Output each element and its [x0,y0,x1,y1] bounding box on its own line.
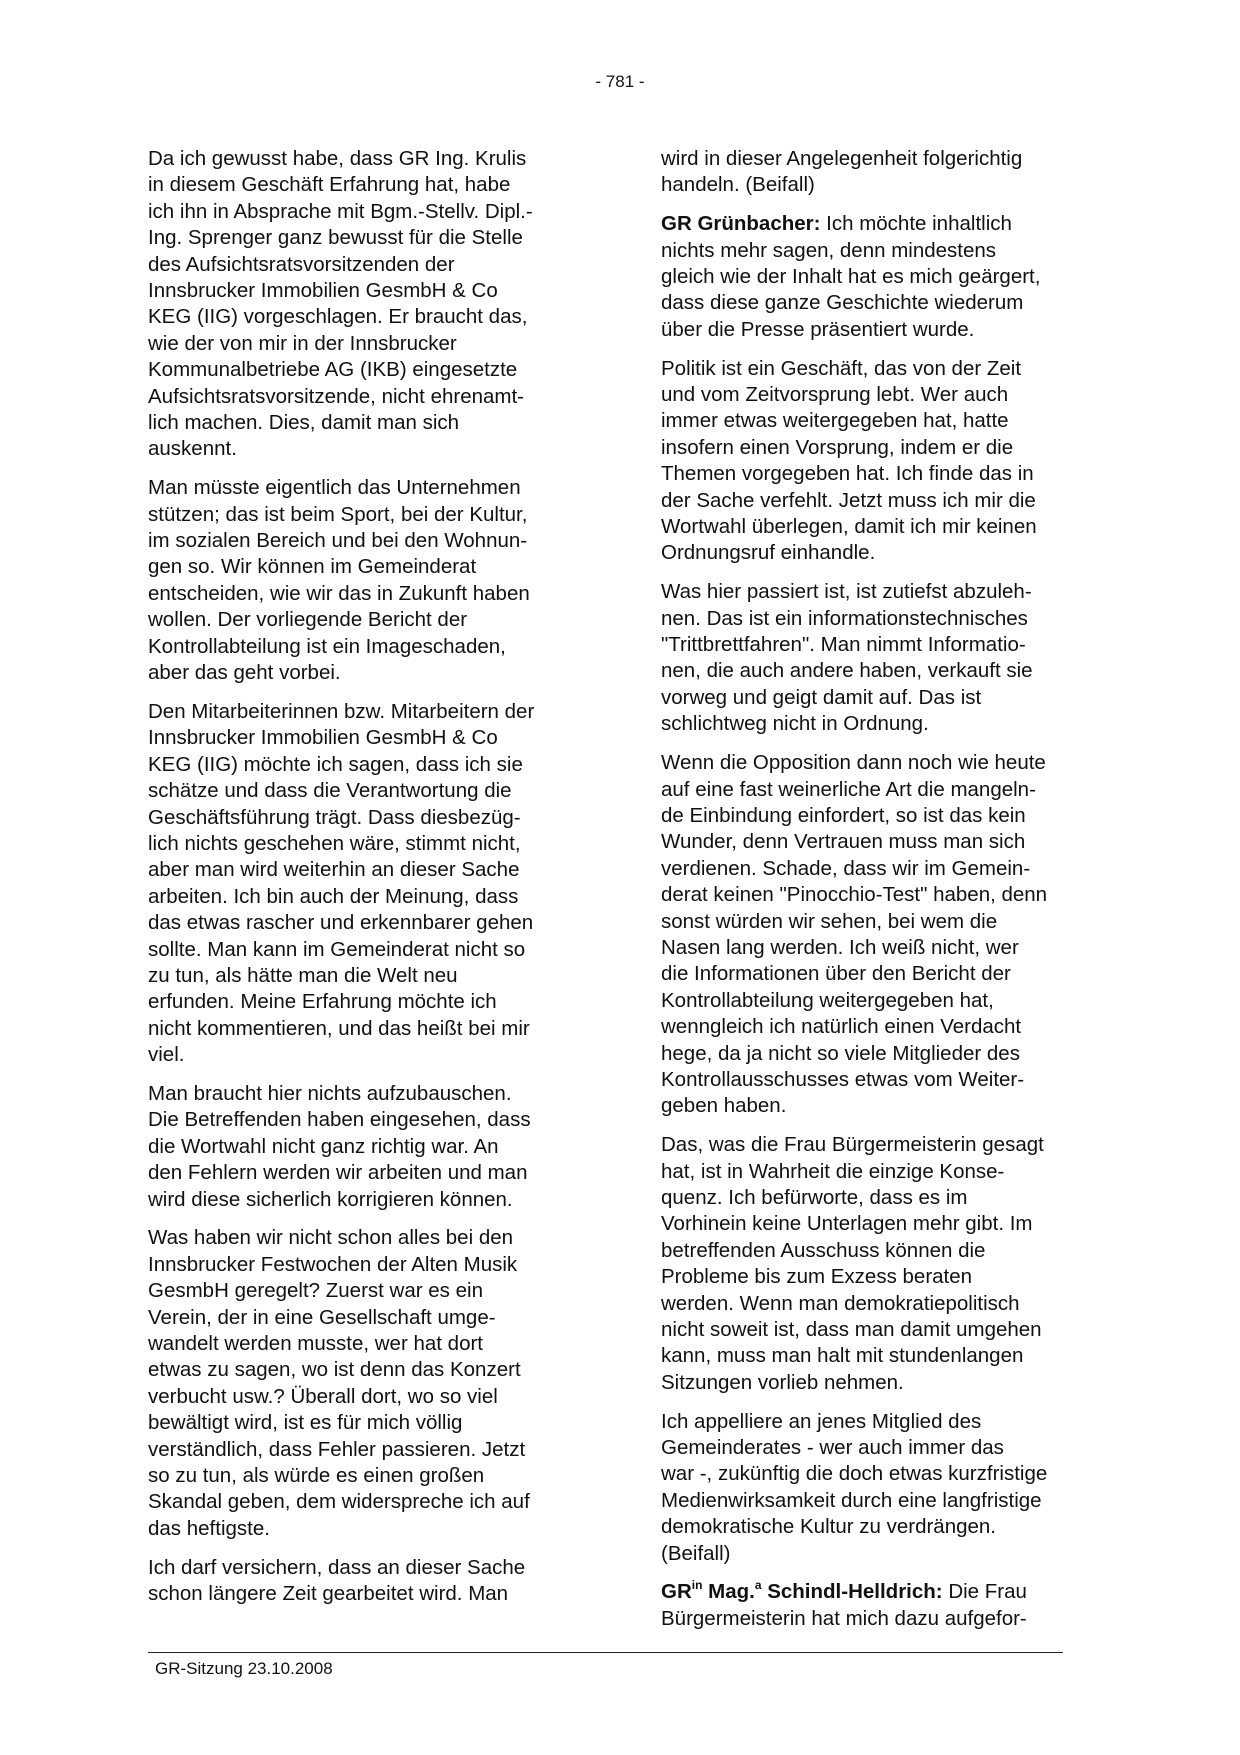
paragraph: Man müsste eigentlich das Unternehmen stützen; das ist beim Sport, bei der Kultur, im sozialen Bereich und bei den Wohnun- gen so. Wir können im Gemeinderat entscheiden, wie wir das in Zukunft haben wollen. Der vorliegende Bericht der Kontrollabteilung ist ein Imageschaden, aber das geht vorbei. [148,476,530,685]
speaker-text: Die Frau Bürgermeisterin hat mich dazu aufgefor- [661,1580,1027,1630]
speaker-degree: Mag. [702,1580,755,1604]
right-column [661,146,1101,1645]
left-column [148,146,588,1620]
paragraph: Wenn die Opposition dann noch wie heute auf eine fast weinerliche Art die mangeln- de Einbindung einfordert, so ist das kein Wunder, denn Vertrauen muss man sich verdienen. Schade, dass wir im Gemein- derat keinen "Pinocchio-Test" haben, denn sonst würden wir sehen, bei wem die Nasen lang werden. Ich weiß nicht, wer die Informationen über den Bericht der Kontrollabteilung weitergegeben hat, wenngleich ich natürlich einen Verdacht hege, da ja nicht so viele Mitglieder des Kontrollausschusses etwas vom Weiter- geben haben. [661,751,1048,1118]
paragraph: Da ich gewusst habe, dass GR Ing. Krulis in diesem Geschäft Erfahrung hat, habe ich ihn in Absprache mit Bgm.-Stellv. Dipl.- Ing. Sprenger ganz bewusst für die Stelle des Aufsichtsratsvorsitzenden der Innsbrucker Immobilien GesmbH & Co KEG (IIG) vorgeschlagen. Er braucht das, wie der von mir in der Innsbrucker Kommunalbetriebe AG (IKB) eingesetzte Aufsichtsratsvorsitzende, nicht ehrenamt- lich machen. Dies, damit man sich auskennt. [148,147,533,461]
paragraph: Was hier passiert ist, ist zutiefst abzuleh- nen. Das ist ein informationstechnisches "Trittbrettfahren". Man nimmt Informatio- nen, die auch andere haben, verkauft sie vorweg und geigt damit auf. Das ist schlichtweg nicht in Ordnung. [661,580,1033,736]
speaker-text: Ich möchte inhaltlich nichts mehr sagen, denn mindestens gleich wie der Inhalt hat es mich geärgert, dass diese ganze Geschichte wiederum über die Presse präsentiert wurde. [661,212,1041,341]
paragraph: Man braucht hier nichts aufzubauschen. Die Betreffenden haben eingesehen, dass die Wortwahl nicht ganz richtig war. An den Fehlern werden wir arbeiten und man wird diese sicherlich korrigieren können. [148,1081,531,1211]
speaker-title: GR [661,1580,692,1604]
speaker-degree-superscript: a [754,1577,762,1592]
speaker-title-superscript: in [691,1577,703,1592]
paragraph: Den Mitarbeiterinnen bzw. Mitarbeitern der Innsbrucker Immobilien GesmbH & Co KEG (IIG) möchte ich sagen, dass ich sie schätze und dass die Verantwortung die Geschäftsführung trägt. Dass diesbezüg- lich nichts geschehen wäre, stimmt nicht, aber man wird weiterhin an dieser Sache arbeiten. Ich bin auch der Meinung, dass das etwas rascher und erkennbarer gehen sollte. Man kann im Gemeinderat nicht so zu tun, als hätte man die Welt neu erfunden. Meine Erfahrung möchte ich nicht kommentieren, und das heißt bei mir viel. [148,699,535,1067]
footer-session-date: GR-Sitzung 23.10.2008 [155,1659,333,1678]
paragraph: Ich darf versichern, dass an dieser Sache schon längere Zeit gearbeitet wird. Man [148,1555,526,1606]
footer-divider [148,1652,1063,1653]
paragraph: Was haben wir nicht schon alles bei den Innsbrucker Festwochen der Alten Musik GesmbH geregelt? Zuerst war es ein Verein, der in eine Gesellschaft umge- wandelt werden musste, wer hat dort etwas zu sagen, wo ist denn das Konzert verbucht usw.? Überall dort, wo so viel bewältigt wird, ist es für mich völlig verständlich, dass Fehler passieren. Jetzt so zu tun, als würde es einen großen Skandal geben, dem widerspreche ich auf das heftigste. [148,1226,530,1540]
paragraph: wird in dieser Angelegenheit folgerichtig handeln. (Beifall) [661,147,1023,197]
page-number: - 781 - [595,72,645,91]
speaker-paragraph [661,1579,1101,1632]
paragraph: Das, was die Frau Bürgermeisterin gesagt hat, ist in Wahrheit die einzige Konse- quenz. Ich befürworte, dass es im Vorhinein keine Unterlagen mehr gibt. Im betreffenden Ausschuss können die Probleme bis zum Exzess beraten werden. Wenn man demokratiepolitisch nicht soweit ist, dass man damit umgehen kann, muss man halt mit stundenlangen Sitzungen vorlieb nehmen. [661,1133,1044,1394]
paragraph: Politik ist ein Geschäft, das von der Zeit und vom Zeitvorsprung lebt. Wer auch immer etwas weitergegeben hat, hatte insofern einen Vorsprung, indem er die Themen vorgegeben hat. Ich finde das in der Sache verfehlt. Jetzt muss ich mir die Wortwahl überlegen, damit ich mir keinen Ordnungsruf einhandle. [661,356,1037,565]
paragraph: Ich appelliere an jenes Mitglied des Gemeinderates - wer auch immer das war -, zukünftig die doch etwas kurzfristige Medienwirksamkeit durch eine langfristige demokratische Kultur zu verdrängen. (Beifall) [661,1409,1048,1565]
speaker-name: GR Grünbacher: [661,212,821,236]
speaker-paragraph [661,211,1101,343]
speaker-name [661,1577,943,1604]
speaker-surname: Schindl-Helldrich: [761,1580,943,1604]
